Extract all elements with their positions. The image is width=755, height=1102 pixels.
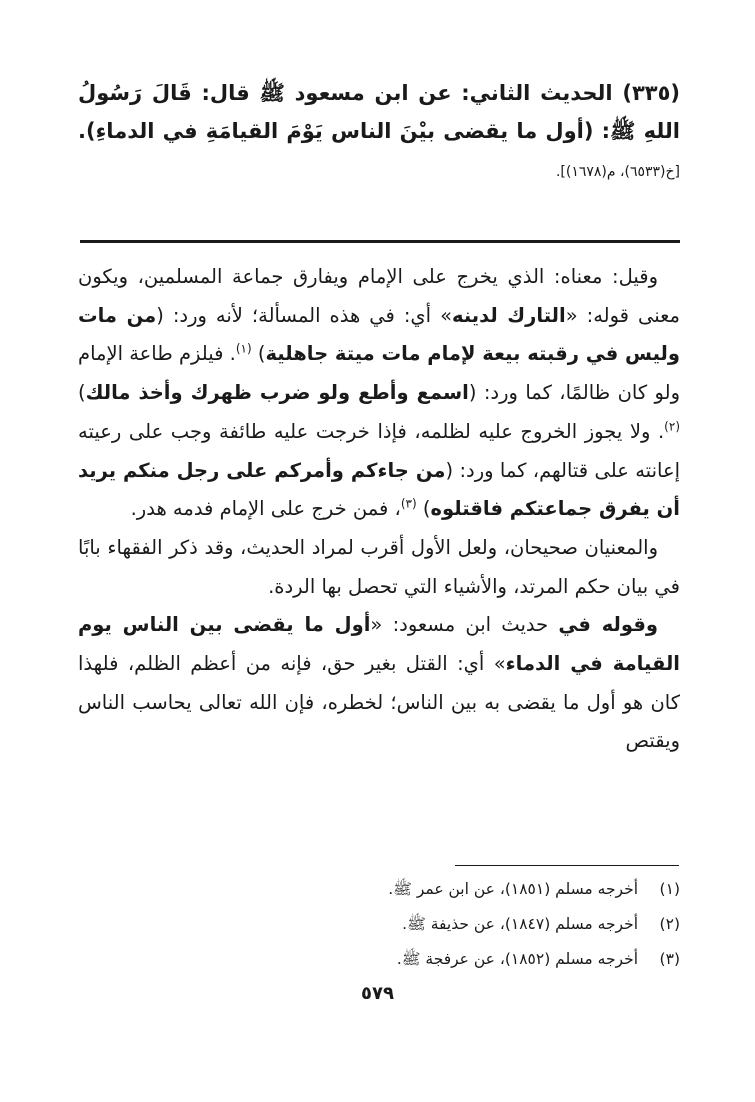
text-run: ): [422, 497, 431, 521]
footnote-item: [160, 942, 680, 977]
section-divider: [80, 240, 680, 243]
footnote-divider: [455, 865, 679, 866]
page-number: ٥٧٩: [361, 983, 394, 1004]
text-run: ، فمن خرج على الإمام فدمه هدر.: [130, 497, 401, 521]
footnote-text: أخرجه مسلم (١٨٤٧)، عن حذيفة ﷺ.: [402, 915, 638, 933]
commentary-paragraph-2: والمعنيان صحيحان، ولعل الأول أقرب لمراد الحديث، وقد ذكر الفقهاء بابًا في بيان حكم المرتد، والأشياء التي تحصل بها الردة.: [78, 535, 680, 598]
footnote-text: أخرجه مسلم (١٨٥١)، عن ابن عمر ﷺ.: [388, 880, 638, 898]
text-run: . ولا يجوز الخروج عليه لظلمه، فإذا خرجت عليه طائفة وجب على رعيته إعانته على قتالهم، كما ورد: (: [78, 419, 680, 482]
text-run: » أي: القتل بغير حق، فإنه من أعظم الظلم، فلهذا كان هو أول ما يقضى به بين الناس؛ لخطره، فإن الله تعالى يحاسب الناس ويقتص: [78, 652, 680, 753]
commentary-paragraph-3: [78, 606, 680, 761]
bold-quote: من جاءكم وأمركم على رجل منكم يريد أن يفرق جماعتكم فاقتلوه: [78, 458, 680, 521]
bold-quote: اسمع وأطع ولو ضرب ظهرك وأخذ مالك: [85, 381, 469, 405]
hadith-text: [78, 74, 680, 191]
footnote-marker: (٢): [664, 419, 680, 434]
footnote-number: (١): [659, 880, 680, 898]
text-run: ): [78, 381, 86, 405]
footnote-marker: (٣): [400, 496, 417, 511]
bold-lead: وقوله في: [558, 613, 658, 637]
footnote-item: [160, 872, 680, 907]
hadith-body: (٣٣٥) الحديث الثاني: عن ابن مسعود ﷺ قال: قَالَ رَسُولُ اللهِ ﷺ: (أول ما يقضى بيْنَ الناس يَوْمَ القيامَةِ في الدماءِ).: [78, 81, 680, 143]
commentary-paragraph-1: [78, 258, 680, 529]
footnote-number: (٢): [659, 915, 680, 933]
hadith-reference: [خ(٦٥٣٣)، م(١٦٧٨)].: [555, 164, 680, 180]
bold-quote: من مات وليس في رقبته بيعة لإمام مات ميتة جاهلية: [78, 303, 680, 366]
footnote-marker: (١): [235, 341, 252, 356]
text-run: » أي: في هذه المسألة؛ لأنه ورد: (: [156, 303, 453, 327]
text-run: ): [257, 342, 266, 366]
bold-quote: التارك لدينه: [452, 303, 566, 327]
footnotes: [160, 872, 680, 977]
text-run: . فيلزم طاعة الإمام ولو كان ظالمًا، كما ورد: (: [78, 342, 680, 405]
footnote-text: أخرجه مسلم (١٨٥٢)، عن عرفجة ﷺ.: [396, 950, 638, 968]
bold-quote: أول ما يقضى بين الناس يوم القيامة في الدماء: [78, 613, 680, 676]
footnote-number: (٣): [659, 950, 680, 968]
text-run: حديث ابن مسعود: «: [370, 613, 559, 637]
footnote-item: [160, 907, 680, 942]
text-run: وقيل: معناه: الذي يخرج على الإمام ويفارق جماعة المسلمين، ويكون معنى قوله: «: [78, 265, 680, 327]
commentary: [78, 258, 680, 761]
